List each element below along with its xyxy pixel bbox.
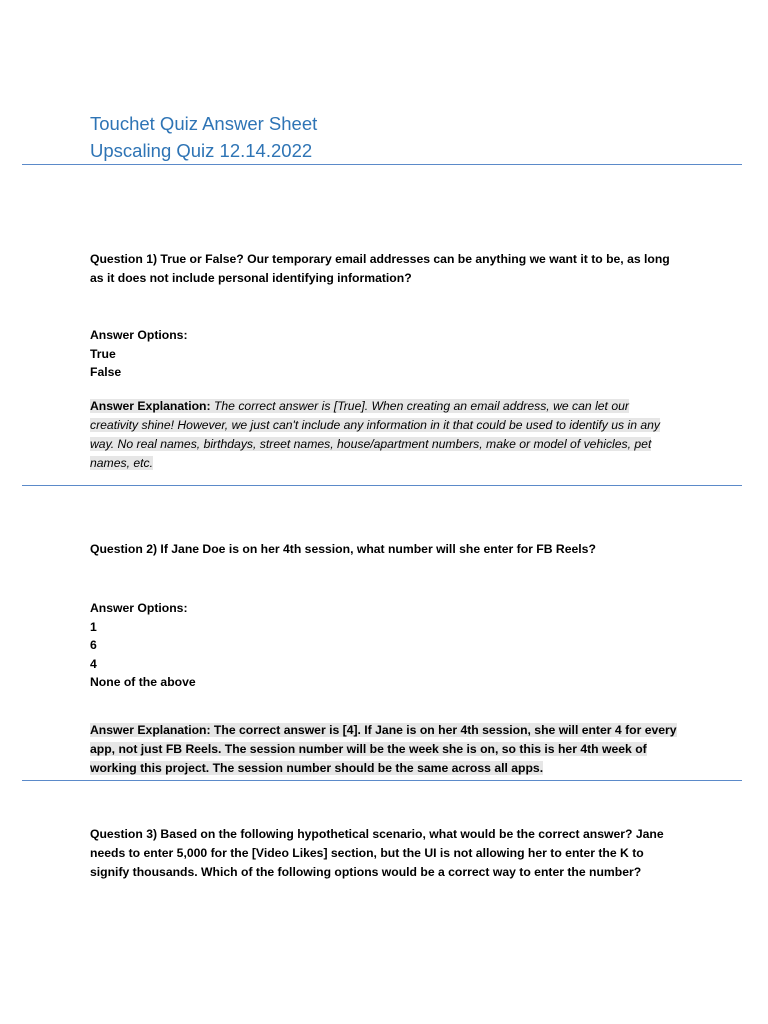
question-3-label: Question 3): [90, 827, 158, 841]
explanation-text: The correct answer is [True]. When creating an email address, we can let our creativity shine! However, we just can't include any information in it that could be used to identify us in any way. No real names, birthdays, street names, house/apartment numbers, make or model of vehicles, pet names, etc.: [90, 399, 661, 470]
title-line-2: Upscaling Quiz 12.14.2022: [90, 140, 313, 161]
question-2-explanation: [90, 721, 680, 778]
explanation-label: Answer Explanation:: [90, 723, 211, 737]
option-item: 4: [90, 656, 97, 671]
option-item: 6: [90, 638, 97, 652]
options-header: Answer Options:: [90, 328, 188, 342]
title-line-1: Touchet Quiz Answer Sheet: [90, 113, 318, 134]
title-divider: [22, 164, 742, 165]
document-title: [90, 110, 317, 164]
explanation-text: The correct answer is [4]. If Jane is on her 4th session, she will enter 4 for every app, not just FB Reels. The session number will be the week she is on, so this is her 4th week of working this project. The session number should be the same across all apps.: [90, 723, 677, 775]
question-2: [90, 540, 680, 559]
option-item: True: [90, 346, 116, 361]
section-divider: [22, 485, 742, 486]
question-2-label: Question 2): [90, 542, 158, 556]
explanation-label: Answer Explanation:: [90, 399, 211, 413]
question-1-options: [90, 326, 680, 382]
question-1-text: True or False? Our temporary email addresses can be anything we want it to be, as long as it does not include personal identifying information?: [90, 252, 670, 285]
question-1-label: Question 1): [90, 252, 158, 266]
options-header: Answer Options:: [90, 601, 188, 615]
option-item: None of the above: [90, 675, 196, 689]
section-divider: [22, 780, 742, 781]
option-item: False: [90, 365, 122, 379]
question-3-text: Based on the following hypothetical scenario, what would be the correct answer? Jane needs to enter 5,000 for the [Video Likes] section, but the UI is not allowing her to enter the K to signify thousands. Which of the following options would be a correct way to enter the number?: [90, 827, 664, 879]
question-1-explanation: [90, 397, 680, 473]
question-1: [90, 250, 680, 288]
question-2-options: [90, 599, 680, 692]
question-3: [90, 825, 680, 882]
option-item: 1: [90, 619, 97, 634]
question-2-text: If Jane Doe is on her 4th session, what number will she enter for FB Reels?: [157, 542, 596, 556]
